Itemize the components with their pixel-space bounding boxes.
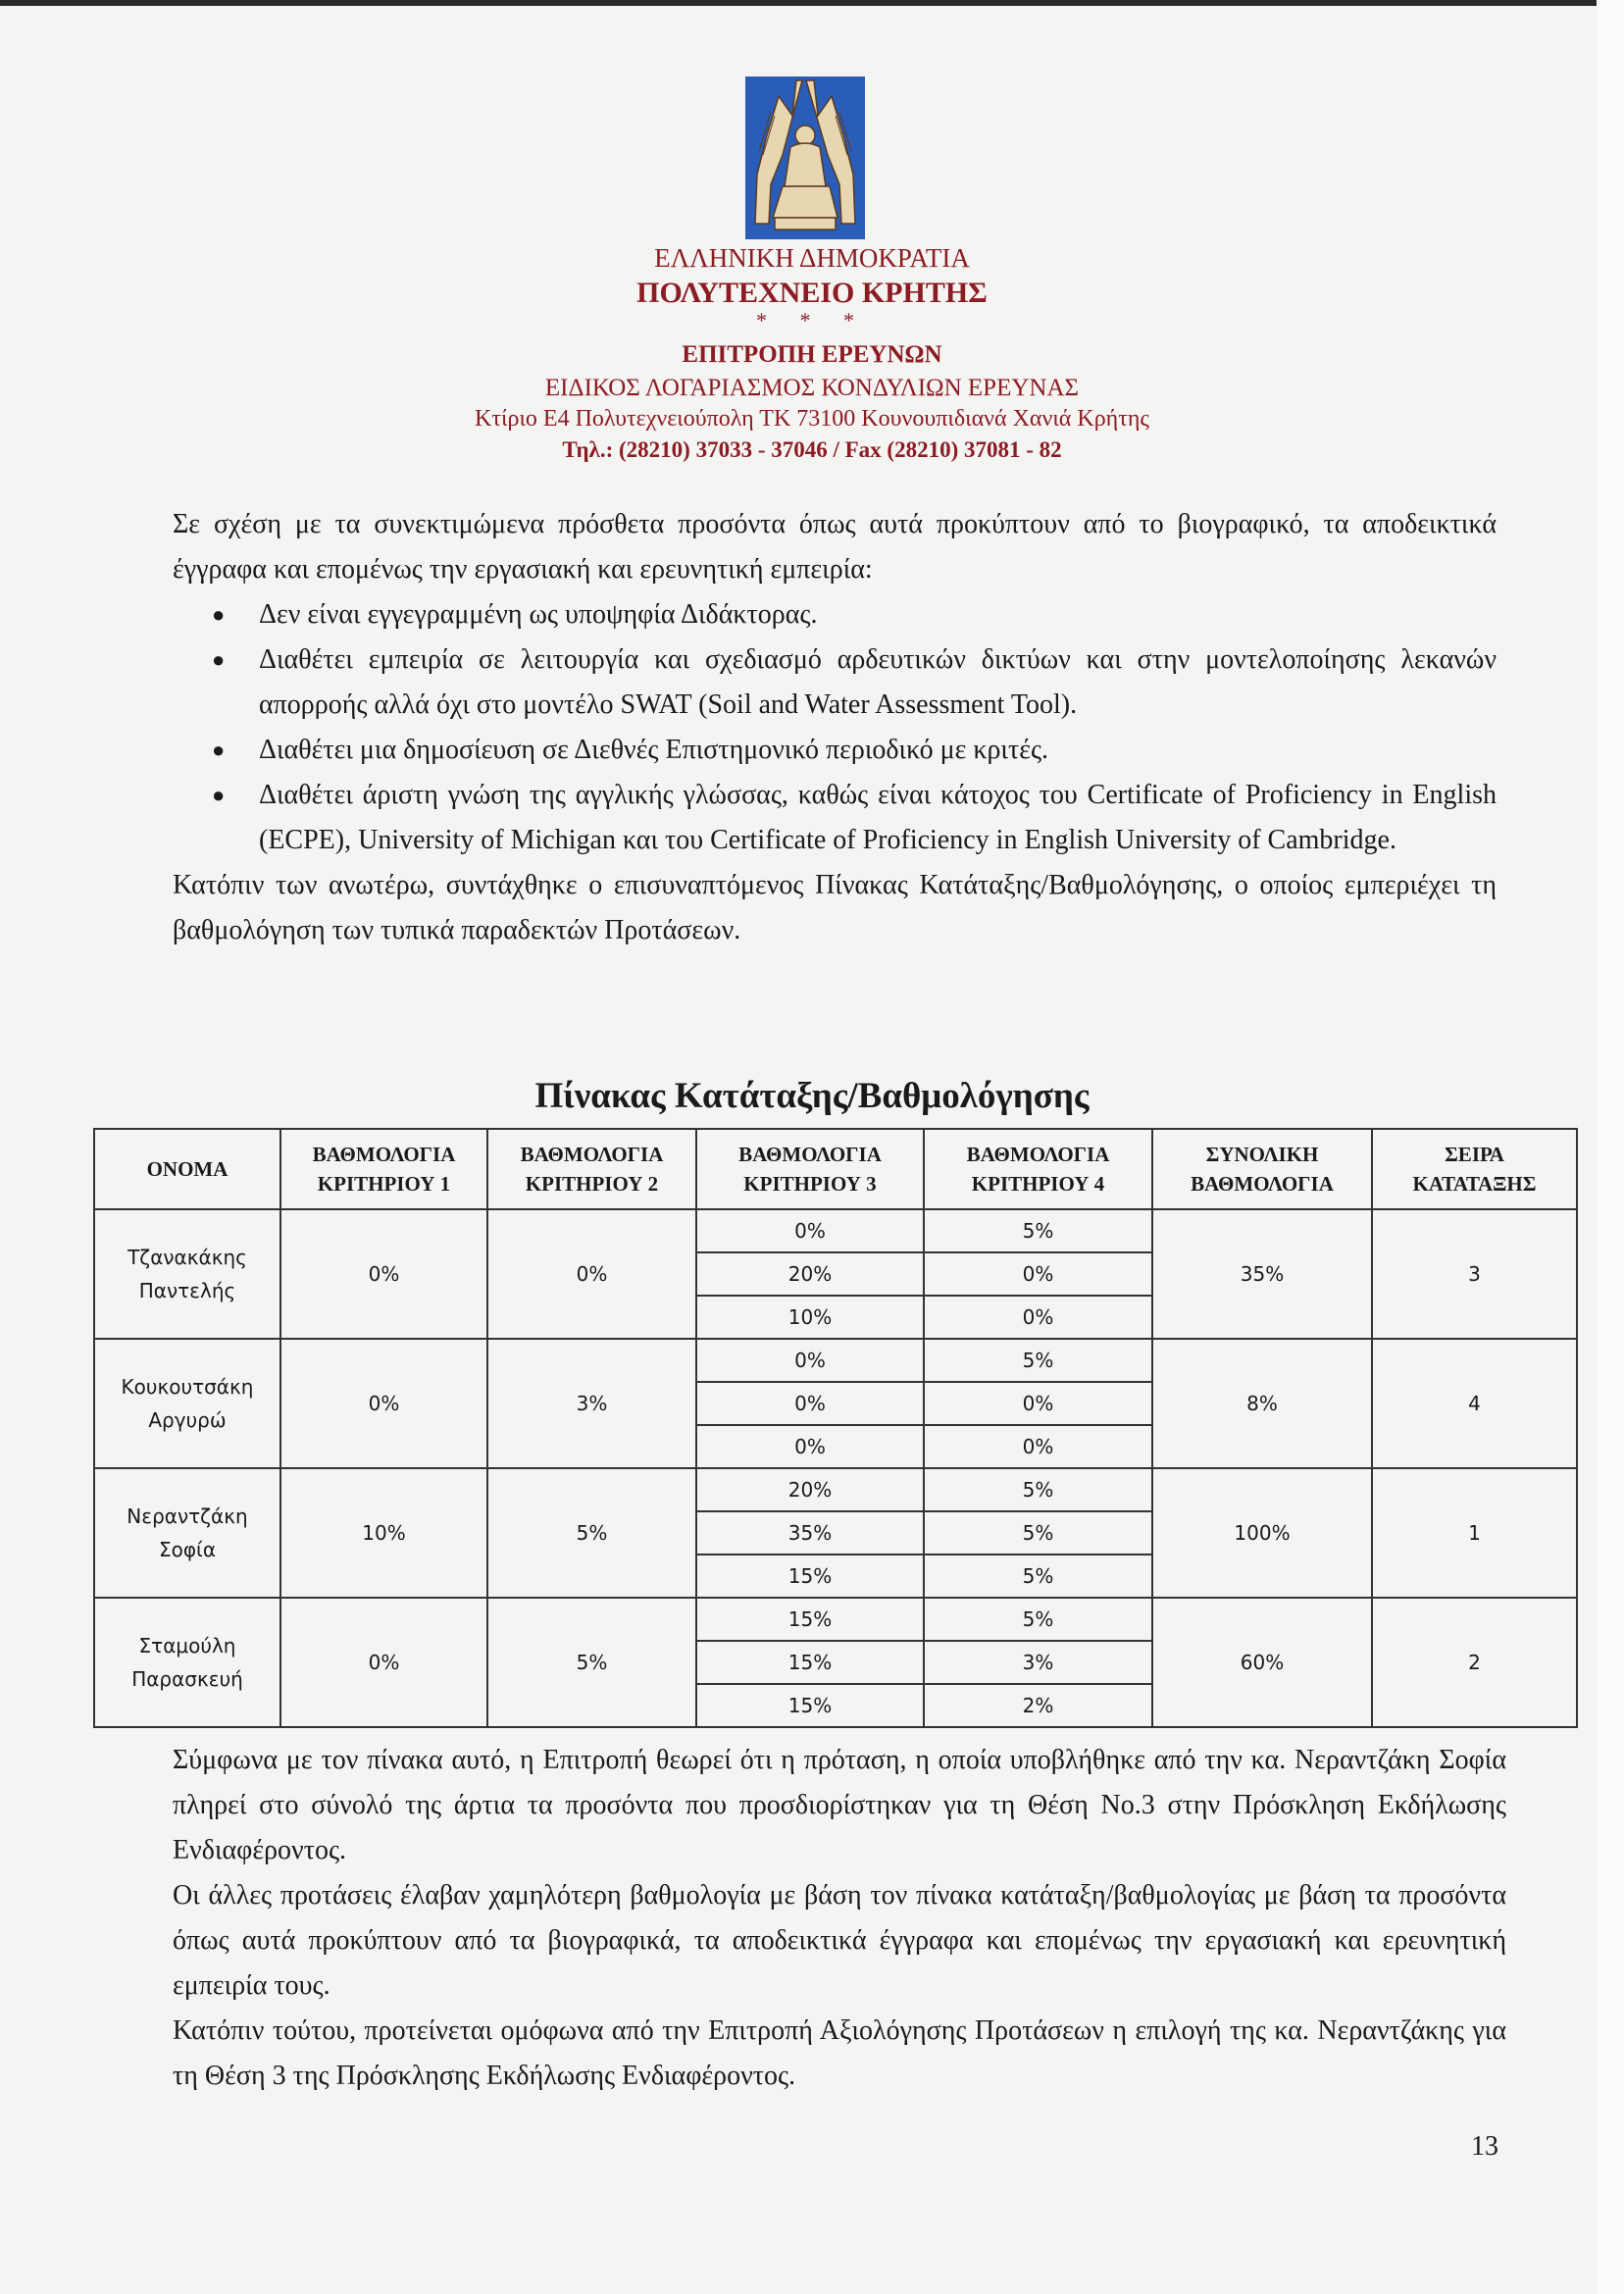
university-logo: [745, 76, 865, 239]
candidate-name: Νεραντζάκη Σοφία: [94, 1468, 280, 1598]
logo-emblem-icon: [745, 76, 865, 239]
candidate-name: Τζανακάκης Παντελής: [94, 1209, 280, 1339]
criterion-4-score: 5%: [924, 1598, 1152, 1641]
intro-paragraph: Σε σχέση με τα συνεκτιμώμενα πρόσθετα προσόντα όπως αυτά προκύπτουν από το βιογραφικό, τα αποδεικτικά έγγραφα και επομένως την εργασιακή και ερευνητική εμπειρία:: [173, 509, 1497, 585]
bullet-icon: ●: [212, 783, 226, 807]
total-score: 35%: [1152, 1209, 1372, 1339]
criterion-4-score: 2%: [924, 1684, 1152, 1727]
candidate-name: Κουκουτσάκη Αργυρώ: [94, 1339, 280, 1468]
conclusion-paragraph: Κατόπιν τούτου, προτείνεται ομόφωνα από την Επιτροπή Αξιολόγησης Προτάσεων η επιλογή της κα. Νεραντζάκης για τη Θέση 3 της Πρόσκλησης Εκδήλωσης Ενδιαφέροντος.: [173, 2015, 1506, 2091]
criterion-4-score: 3%: [924, 1641, 1152, 1684]
criterion-3-score: 35%: [696, 1511, 924, 1555]
criterion-4-score: 5%: [924, 1555, 1152, 1598]
conclusion-paragraph: Σύμφωνα με τον πίνακα αυτό, η Επιτροπή θεωρεί ότι η πρόταση, η οποία υποβλήθηκε από την κα. Νεραντζάκη Σοφία πληρεί στο σύνολό της άρτια τα προσόντα που προσδιορίστηκαν για τη Θέση Νο.3 στην Πρόσκληση Εκδήλωσης Ενδιαφέροντος.: [173, 1745, 1506, 1865]
criterion-1-score: 0%: [280, 1339, 487, 1468]
rank: 3: [1372, 1209, 1577, 1339]
table-header-row: [94, 1129, 1577, 1209]
rank: 2: [1372, 1598, 1577, 1727]
table-row: [94, 1339, 1577, 1382]
total-score: 8%: [1152, 1339, 1372, 1468]
criterion-3-score: 0%: [696, 1339, 924, 1382]
header-republic: ΕΛΛΗΝΙΚΗ ΔΗΜΟΚΡΑΤΙΑ: [654, 243, 970, 273]
header-criterion-3: ΒΑΘΜΟΛΟΓΙΑ ΚΡΙΤΗΡΙΟΥ 3: [696, 1129, 924, 1209]
criterion-4-score: 0%: [924, 1252, 1152, 1296]
criterion-4-score: 5%: [924, 1468, 1152, 1511]
criterion-4-score: 5%: [924, 1339, 1152, 1382]
header-criterion-1: ΒΑΘΜΟΛΟΓΙΑ ΚΡΙΤΗΡΙΟΥ 1: [280, 1129, 487, 1209]
table-title: Πίνακας Κατάταξης/Βαθμολόγησης: [534, 1076, 1090, 1116]
rank: 4: [1372, 1339, 1577, 1468]
conclusion-paragraph: Οι άλλες προτάσεις έλαβαν χαμηλότερη βαθμολογία με βάση τον πίνακα κατάταξη/βαθμολογίας με βάση τα προσόντα όπως αυτά προκύπτουν από τα βιογραφικά, τα αποδεικτικά έγγραφα και επομένως την εργασιακή και ερευνητική εμπειρία τους.: [173, 1880, 1506, 2001]
header-university: ΠΟΛΥΤΕΧΝΕΙΟ ΚΡΗΤΗΣ: [636, 277, 988, 309]
criterion-1-score: 0%: [280, 1209, 487, 1339]
after-list-paragraph: Κατόπιν των ανωτέρω, συντάχθηκε ο επισυναπτόμενος Πίνακας Κατάταξης/Βαθμολόγησης, ο οποίος εμπεριέχει τη βαθμολόγηση των τυπικά παραδεκτών Προτάσεων.: [173, 870, 1497, 945]
criterion-3-score: 15%: [696, 1598, 924, 1641]
criterion-2-score: 5%: [487, 1468, 696, 1598]
bullet-icon: ●: [212, 602, 226, 627]
criterion-1-score: 10%: [280, 1468, 487, 1598]
criterion-4-score: 0%: [924, 1382, 1152, 1425]
criterion-3-score: 20%: [696, 1252, 924, 1296]
candidate-name: Σταμούλη Παρασκευή: [94, 1598, 280, 1727]
criterion-2-score: 0%: [487, 1209, 696, 1339]
header-stars: * * *: [756, 308, 868, 332]
criterion-3-score: 15%: [696, 1641, 924, 1684]
qualifications-list: [173, 592, 1497, 863]
table-row: [94, 1598, 1577, 1641]
header-total: ΣΥΝΟΛΙΚΗ ΒΑΘΜΟΛΟΓΙΑ: [1152, 1129, 1372, 1209]
header-criterion-2: ΒΑΘΜΟΛΟΓΙΑ ΚΡΙΤΗΡΙΟΥ 2: [487, 1129, 696, 1209]
total-score: 100%: [1152, 1468, 1372, 1598]
scan-top-edge: [0, 0, 1624, 6]
criterion-4-score: 0%: [924, 1296, 1152, 1339]
criterion-3-score: 0%: [696, 1209, 924, 1252]
criterion-3-score: 20%: [696, 1468, 924, 1511]
bullet-icon: ●: [212, 647, 226, 672]
document-body: [173, 502, 1497, 953]
criterion-4-score: 5%: [924, 1209, 1152, 1252]
list-item: ● Διαθέτει μια δημοσίευση σε Διεθνές Επιστημονικό περιοδικό με κριτές.: [173, 728, 1497, 773]
criterion-1-score: 0%: [280, 1598, 487, 1727]
criterion-4-score: 5%: [924, 1511, 1152, 1555]
header-address: Κτίριο Ε4 Πολυτεχνειούπολη ΤΚ 73100 Κουνουπιδιανά Χανιά Κρήτης: [475, 406, 1149, 432]
page-number: 13: [1471, 2131, 1498, 2162]
rank: 1: [1372, 1468, 1577, 1598]
criterion-2-score: 5%: [487, 1598, 696, 1727]
criterion-3-score: 15%: [696, 1684, 924, 1727]
criterion-3-score: 10%: [696, 1296, 924, 1339]
header-account: ΕΙΔΙΚΟΣ ΛΟΓΑΡΙΑΣΜΟΣ ΚΟΝΔΥΛΙΩΝ ΕΡΕΥΝΑΣ: [544, 375, 1080, 401]
table-row: [94, 1209, 1577, 1252]
criterion-3-score: 0%: [696, 1425, 924, 1468]
criterion-3-score: 0%: [696, 1382, 924, 1425]
header-name: ΟΝΟΜΑ: [94, 1129, 280, 1209]
conclusion-section: [173, 1738, 1506, 2099]
list-item: ● Διαθέτει άριστη γνώση της αγγλικής γλώσσας, καθώς είναι κάτοχος του Certificate of Proficiency in English (ECPE), University of Michigan και του Certificate of Proficiency in English University of Cambridge.: [173, 773, 1497, 863]
ranking-table: [93, 1128, 1578, 1728]
criterion-3-score: 15%: [696, 1555, 924, 1598]
header-committee: ΕΠΙΤΡΟΠΗ ΕΡΕΥΝΩΝ: [682, 341, 942, 368]
header-criterion-4: ΒΑΘΜΟΛΟΓΙΑ ΚΡΙΤΗΡΙΟΥ 4: [924, 1129, 1152, 1209]
header-rank: ΣΕΙΡΑ ΚΑΤΑΤΑΞΗΣ: [1372, 1129, 1577, 1209]
table-row: [94, 1468, 1577, 1511]
criterion-2-score: 3%: [487, 1339, 696, 1468]
total-score: 60%: [1152, 1598, 1372, 1727]
header-phone: Τηλ.: (28210) 37033 - 37046 / Fax (28210) 37081 - 82: [562, 437, 1062, 462]
bullet-icon: ●: [212, 738, 226, 762]
list-item: ● Δεν είναι εγγεγραμμένη ως υποψηφία Διδάκτορας.: [173, 592, 1497, 637]
criterion-4-score: 0%: [924, 1425, 1152, 1468]
list-item: ● Διαθέτει εμπειρία σε λειτουργία και σχεδιασμό αρδευτικών δικτύων και στην μοντελοποίησης λεκανών απορροής αλλά όχι στο μοντέλο SWAT (Soil and Water Assessment Tool).: [173, 637, 1497, 728]
